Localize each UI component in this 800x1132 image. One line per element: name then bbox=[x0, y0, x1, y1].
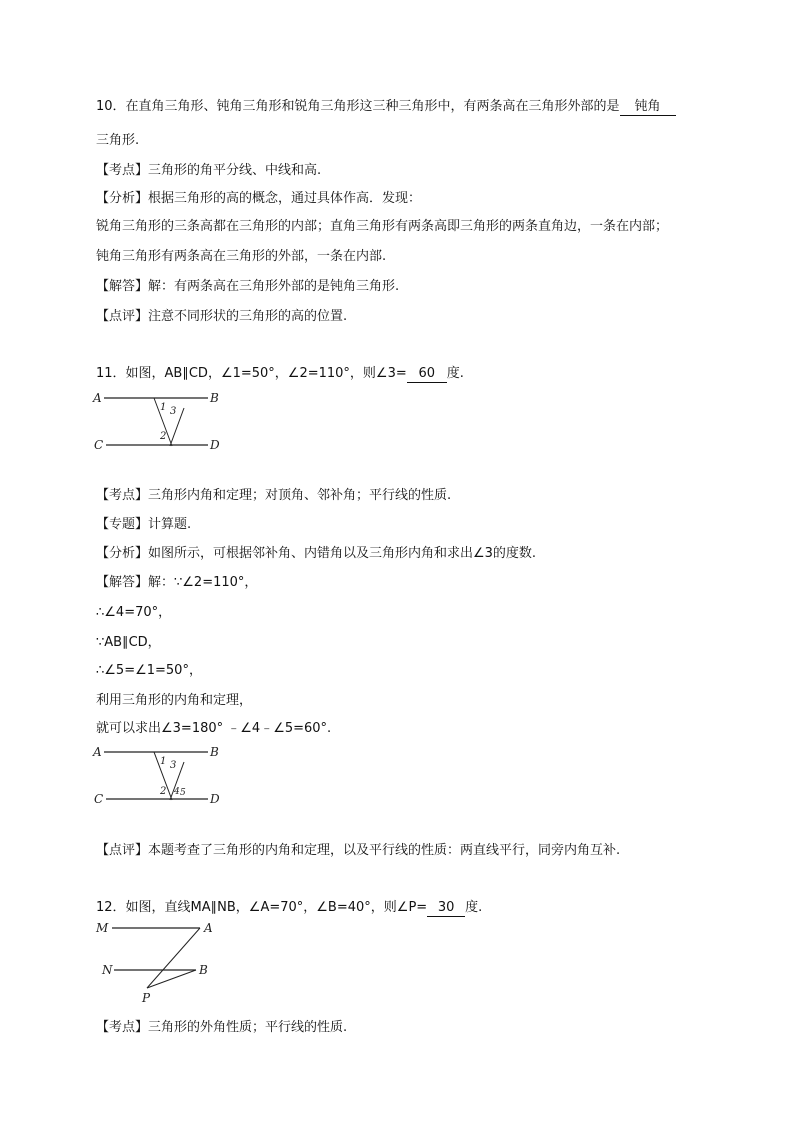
q10-kaodian: 【考点】三角形的角平分线、中线和高. bbox=[96, 163, 322, 178]
q10-fenxi-line2: 锐角三角形的三条高都在三角形的内部；直角三角形有两条高即三角形的两条直角边，一条在内部； bbox=[96, 219, 669, 234]
q12-answer: 30 bbox=[427, 900, 465, 917]
q11-kaodian: 【考点】三角形内角和定理；对顶角、邻补角；平行线的性质. bbox=[96, 488, 452, 503]
q11-step-4: 利用三角形的内角和定理， bbox=[96, 693, 253, 708]
q10-answer: 钝角 bbox=[620, 99, 676, 116]
q11-step-5: 就可以求出∠3=180° ﹣∠4﹣∠5=60°. bbox=[96, 721, 332, 736]
q11-answer: 60 bbox=[407, 366, 447, 383]
angle-4-label: 4 bbox=[174, 787, 180, 797]
angle-3-label: 3 bbox=[170, 760, 177, 771]
label-d: D bbox=[210, 792, 220, 806]
label-b: B bbox=[199, 963, 208, 977]
q12-figure bbox=[92, 918, 222, 1008]
q11-step-2: ∵AB∥CD， bbox=[96, 635, 161, 650]
label-d: D bbox=[210, 438, 220, 452]
q12-stem bbox=[96, 899, 482, 917]
label-c: C bbox=[94, 438, 104, 452]
label-a: A bbox=[204, 921, 213, 935]
label-m: M bbox=[96, 921, 109, 935]
label-c: C bbox=[94, 792, 104, 806]
angle-2-label: 2 bbox=[160, 431, 167, 442]
q10-stem-continued: 三角形. bbox=[96, 133, 140, 148]
label-p: P bbox=[142, 991, 151, 1005]
label-b: B bbox=[210, 745, 219, 759]
angle-3-label: 3 bbox=[170, 406, 177, 417]
q12-kaodian: 【考点】三角形的外角性质；平行线的性质. bbox=[96, 1020, 348, 1035]
q11-stem-text: 11．如图，AB∥CD，∠1=50°，∠2=110°，则∠3= bbox=[96, 366, 407, 381]
q10-stem bbox=[96, 98, 676, 116]
q11-figure-1 bbox=[92, 388, 232, 454]
q11-figure-2 bbox=[92, 742, 232, 808]
angle-1-label: 1 bbox=[160, 402, 167, 413]
angle-1-label: 1 bbox=[160, 756, 167, 767]
q12-stem-unit: 度. bbox=[465, 900, 483, 915]
q11-stem-unit: 度. bbox=[446, 366, 464, 381]
q11-fenxi: 【分析】如图所示，可根据邻补角、内错角以及三角形内角和求出∠3的度数. bbox=[96, 546, 537, 561]
label-a: A bbox=[93, 391, 102, 405]
label-a: A bbox=[93, 745, 102, 759]
angle-5-label: 5 bbox=[180, 788, 186, 798]
q10-fenxi: 【分析】根据三角形的高的概念，通过具体作高．发现： bbox=[96, 191, 422, 206]
q12-stem-text: 12．如图，直线MA∥NB，∠A=70°，∠B=40°，则∠P= bbox=[96, 900, 428, 915]
q10-fenxi-line3: 钝角三角形有两条高在三角形的外部，一条在内部. bbox=[96, 249, 387, 264]
angle-2-label: 2 bbox=[160, 786, 167, 797]
q10-dianping: 【点评】注意不同形状的三角形的高的位置. bbox=[96, 309, 348, 324]
q10-jieda: 【解答】解：有两条高在三角形外部的是钝角三角形. bbox=[96, 279, 400, 294]
q11-step-3: ∴∠5=∠1=50°， bbox=[96, 663, 202, 678]
label-b: B bbox=[210, 391, 219, 405]
segment-ap bbox=[147, 928, 200, 988]
label-n: N bbox=[102, 963, 113, 977]
q10-stem-text: 10．在直角三角形、钝角三角形和锐角三角形这三种三角形中，有两条高在三角形外部的是 bbox=[96, 99, 620, 114]
q11-jieda: 【解答】解：∵∠2=110°， bbox=[96, 575, 258, 590]
q11-step-1: ∴∠4=70°， bbox=[96, 605, 172, 620]
q11-dianping: 【点评】本题考查了三角形的内角和定理，以及平行线的性质：两直线平行，同旁内角互补. bbox=[96, 843, 621, 858]
q11-zhuanti: 【专题】计算题. bbox=[96, 517, 192, 532]
q11-stem bbox=[96, 365, 464, 383]
